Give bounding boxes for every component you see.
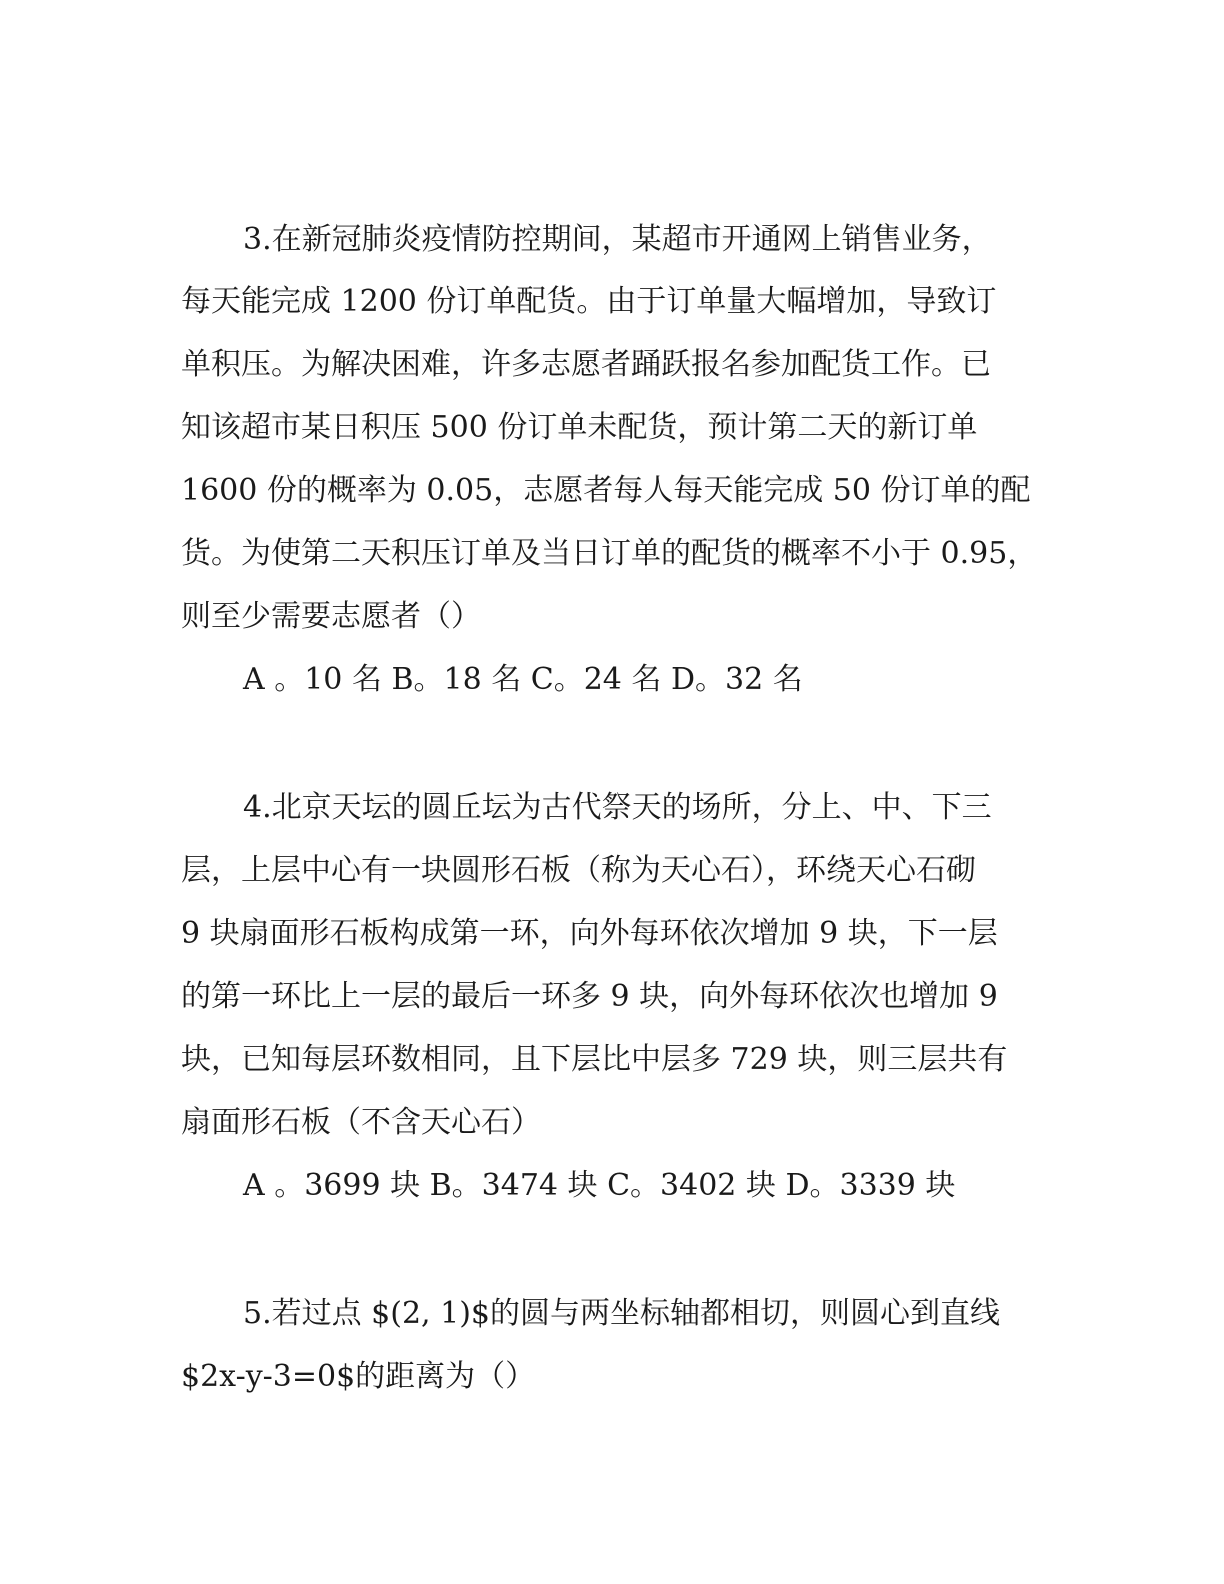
question-3-line-6: 货。为使第二天积压订单及当日订单的配货的概率不小于 0.95， xyxy=(181,536,1038,571)
question-4-line-2: 层，上层中心有一块圆形石板（称为天心石），环绕天心石砌 xyxy=(181,853,976,888)
question-3-options: A 。10 名 B。18 名 C。24 名 D。32 名 xyxy=(243,662,803,697)
question-3-line-3: 单积压。为解决困难，许多志愿者踊跃报名参加配货工作。已 xyxy=(181,347,991,382)
question-3-line-7: 则至少需要志愿者（） xyxy=(181,599,481,634)
question-5-line-1: 5.若过点 $(2, 1)$的圆与两坐标轴都相切，则圆心到直线 xyxy=(243,1296,1000,1331)
question-4-line-5: 块，已知每层环数相同，且下层比中层多 729 块，则三层共有 xyxy=(181,1042,1008,1077)
question-3-line-4: 知该超市某日积压 500 份订单未配货，预计第二天的新订单 xyxy=(181,410,978,445)
question-4-line-3: 9 块扇面形石板构成第一环，向外每环依次增加 9 块，下一层 xyxy=(181,916,998,951)
question-4-line-1: 4.北京天坛的圆丘坛为古代祭天的场所，分上、中、下三 xyxy=(243,790,992,825)
question-4-options: A 。3699 块 B。3474 块 C。3402 块 D。3339 块 xyxy=(243,1168,956,1203)
question-5-line-2: $2x-y-3=0$的距离为（） xyxy=(181,1359,536,1394)
question-4-line-6: 扇面形石板（不含天心石） xyxy=(181,1105,541,1140)
question-3-line-1: 3.在新冠肺炎疫情防控期间，某超市开通网上销售业务， xyxy=(243,222,992,257)
question-4-line-4: 的第一环比上一层的最后一环多 9 块，向外每环依次也增加 9 xyxy=(181,979,998,1014)
question-3-line-2: 每天能完成 1200 份订单配货。由于订单量大幅增加，导致订 xyxy=(181,284,997,319)
question-3-line-5: 1600 份的概率为 0.05，志愿者每人每天能完成 50 份订单的配 xyxy=(181,473,1031,508)
